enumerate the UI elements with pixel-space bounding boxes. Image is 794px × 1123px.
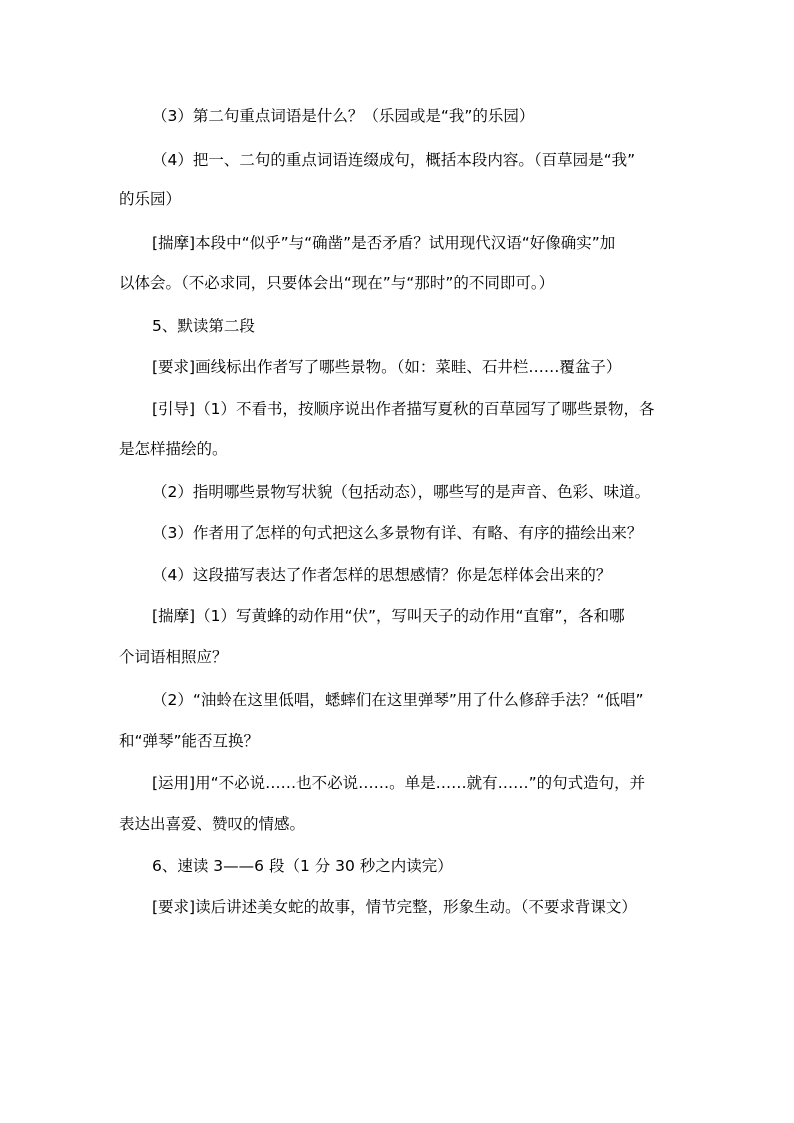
analysis-2-line: [揣摩]（1）写黄蜂的动作用“伏”，写叫天子的动作用“直窜”，各和哪 (152, 607, 625, 625)
analysis-1-continuation: 以体会。（不必求同，只要体会出“现在”与“那时”的不同即可。） (119, 274, 555, 292)
requirement-2-line: [要求]读后讲述美女蛇的故事，情节完整，形象生动。（不要求背课文） (152, 898, 637, 916)
guide-3-line: （3）作者用了怎样的句式把这么多景物有详、有略、有序的描绘出来？ (152, 524, 643, 542)
guide-2-line: （2）指明哪些景物写状貌（包括动态），哪些写的是声音、色彩、味道。 (152, 483, 651, 501)
analysis-3-continuation: 和“弹琴”能否互换？ (119, 732, 260, 750)
application-continuation: 表达出喜爱、赞叹的情感。 (119, 815, 306, 833)
analysis-1-line: [揣摩]本段中“似乎”与“确凿”是否矛盾？试用现代汉语“好像确实”加 (152, 234, 616, 252)
analysis-2-continuation: 个词语相照应？ (119, 648, 228, 666)
question-4-continuation: 的乐园） (119, 190, 182, 208)
section-5-heading: 5、默读第二段 (152, 317, 255, 335)
analysis-3-line: （2）“油蛉在这里低唱，蟋蟀们在这里弹琴”用了什么修辞手法？“低唱” (152, 691, 644, 709)
question-3-line: （3）第二句重点词语是什么？（乐园或是“我”的乐园） (152, 107, 535, 125)
guide-1-continuation: 是怎样描绘的。 (119, 440, 228, 458)
question-4-line: （4）把一、二句的重点词语连缀成句，概括本段内容。（百草园是“我” (152, 151, 636, 169)
guide-4-line: （4）这段描写表达了作者怎样的思想感情？你是怎样体会出来的？ (152, 566, 612, 584)
requirement-1-line: [要求]画线标出作者写了哪些景物。（如：菜畦、石井栏……覆盆子） (152, 358, 622, 376)
guide-1-line: [引导]（1）不看书，按顺序说出作者描写夏秋的百草园写了哪些景物，各 (152, 400, 655, 418)
section-6-heading: 6、速读 3——6 段（1 分 30 秒之内读完） (152, 857, 453, 875)
application-line: [运用]用“不必说……也不必说……。单是……就有……”的句式造句，并 (152, 774, 646, 792)
